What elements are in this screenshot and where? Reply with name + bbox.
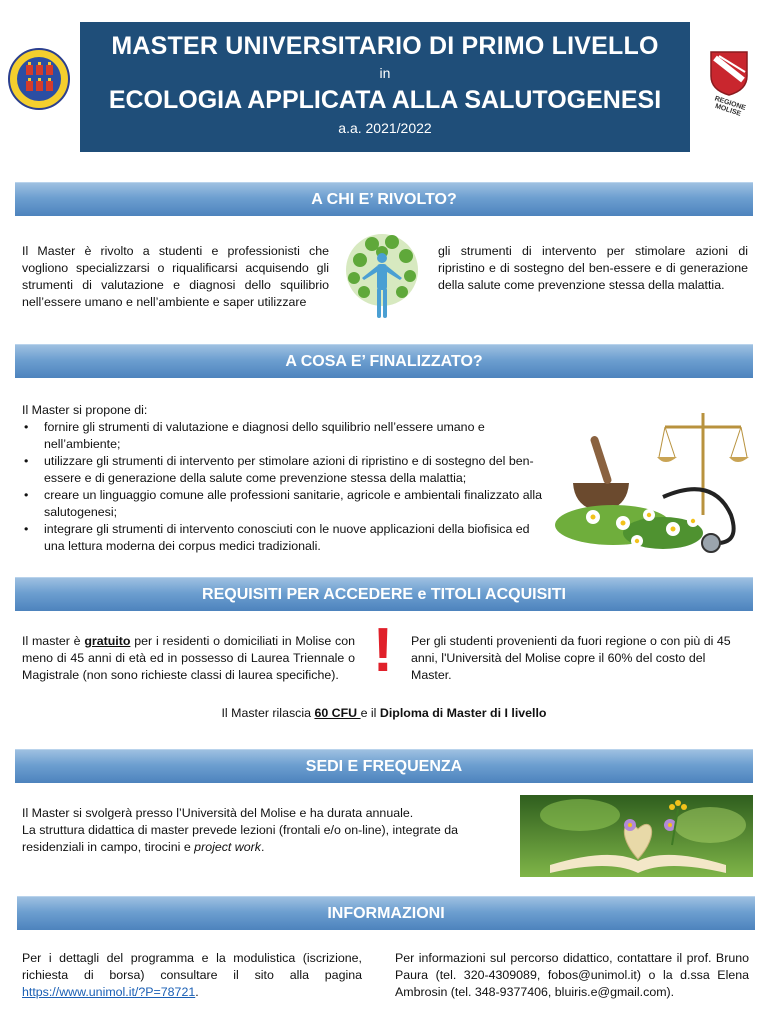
title-banner (80, 22, 690, 152)
info-left-pre: Per i dettagli del programma e la modulistica (iscrizione, richiesta di borsa) consultare il sito alla pagina (22, 951, 362, 982)
section-requirements-heading: REQUISITI PER ACCEDERE e TITOLI ACQUISITI (15, 577, 753, 611)
regione-molise-label: REGIONE MOLISE (713, 95, 747, 118)
requirements-left-text (22, 633, 355, 684)
cfu-value: 60 CFU (314, 706, 361, 720)
academic-year: a.a. 2021/2022 (338, 120, 432, 136)
requirements-right-text: Per gli studenti provenienti da fuori regione o con più di 45 anni, l'Università del Molise copre il 60% del costo del Master. (411, 634, 731, 682)
section-info-heading: INFORMAZIONI (17, 896, 755, 930)
info-left-text (22, 950, 362, 1001)
info-right-text: Per informazioni sul percorso didattico, contattare il prof. Bruno Paura (tel. 320-4309089, fobos@unimol.it) o la d.ssa Elena Ambrosin (tel. 348-9377406, bluiris.e@gmail.com). (395, 951, 749, 999)
regione-shield-icon (709, 50, 749, 96)
tree-human-illustration (340, 230, 425, 322)
book-nature-photo (520, 795, 753, 877)
target-right-text: gli strumenti di intervento per stimolare azioni di ripristino e di sostegno del ben-essere e di generazione della salute come prevenzione stessa della malattia. (438, 244, 748, 292)
list-item: • utilizzare gli strumenti di intervento per stimolare azioni di ripristino e di sostegno del ben-essere e di generazione della salute come prevenzione stessa della malattia; (44, 453, 544, 487)
locations-line-1: Il Master si svolgerà presso l’Università del Molise e ha durata annuale. (22, 806, 414, 820)
req-left-post: per i residenti o domiciliati in Molise con meno di 45 anni di età ed in possesso di Laurea Triennale o Magistrale (non sono richieste classi di laurea specifiche). (22, 634, 355, 682)
target-left-text: Il Master è rivolto a studenti e professionisti che vogliono specializzarsi o riqualificarsi acquisendo gli strumenti di valutazione e diagnosi dello squilibrio nell’essere umano e nell’ambiente e saper utilizzare (22, 244, 329, 309)
title-in: in (379, 65, 391, 81)
program-link[interactable]: https://www.unimol.it/?P=78721 (22, 985, 196, 999)
exclamation-icon: ! (372, 616, 394, 685)
list-item: • integrare gli strumenti di intervento conosciuti con le nuove applicazioni della biofisica ed una lettura moderna dei corpus medici tradizionali. (44, 521, 544, 555)
req-left-pre: Il master è (22, 634, 85, 648)
locations-line-2 (22, 822, 510, 856)
cfu-mid: e il (360, 706, 380, 720)
regione-molise-logo (700, 50, 758, 122)
info-left-post: . (195, 985, 199, 999)
university-logo (8, 48, 70, 110)
section-locations-heading: SEDI E FREQUENZA (15, 749, 753, 783)
locations-line-2-post: . (260, 840, 265, 854)
project-work-label: project work (194, 840, 261, 854)
section-target-heading: A CHI E’ RIVOLTO? (15, 182, 753, 216)
cfu-line (15, 705, 753, 722)
locations-line-2-pre: La struttura didattica di master prevede lezioni (frontali e/o on-line), integrate da residenziali in campo, tirocini e (22, 823, 458, 854)
cfu-pre: Il Master rilascia (221, 706, 315, 720)
section-goals-heading: A COSA E’ FINALIZZATO? (15, 344, 753, 378)
free-label: gratuito (84, 634, 131, 648)
locations-text (22, 805, 510, 856)
title-line-1: MASTER UNIVERSITARIO DI PRIMO LIVELLO (111, 32, 659, 60)
list-item: • fornire gli strumenti di valutazione e diagnosi dello squilibrio nell’essere umano e nell’ambiente; (44, 419, 544, 453)
goals-intro: Il Master si propone di: (22, 403, 148, 417)
goals-text-block (22, 402, 544, 555)
diploma-label: Diploma di Master di I livello (379, 706, 547, 720)
herbal-medicine-photo (553, 405, 753, 557)
list-item: • creare un linguaggio comune alle professioni sanitarie, agricole e ambientali finalizzato alla salutogenesi; (44, 487, 544, 521)
title-line-2: ECOLOGIA APPLICATA ALLA SALUTOGENESI (108, 86, 662, 114)
goals-list (22, 419, 544, 555)
